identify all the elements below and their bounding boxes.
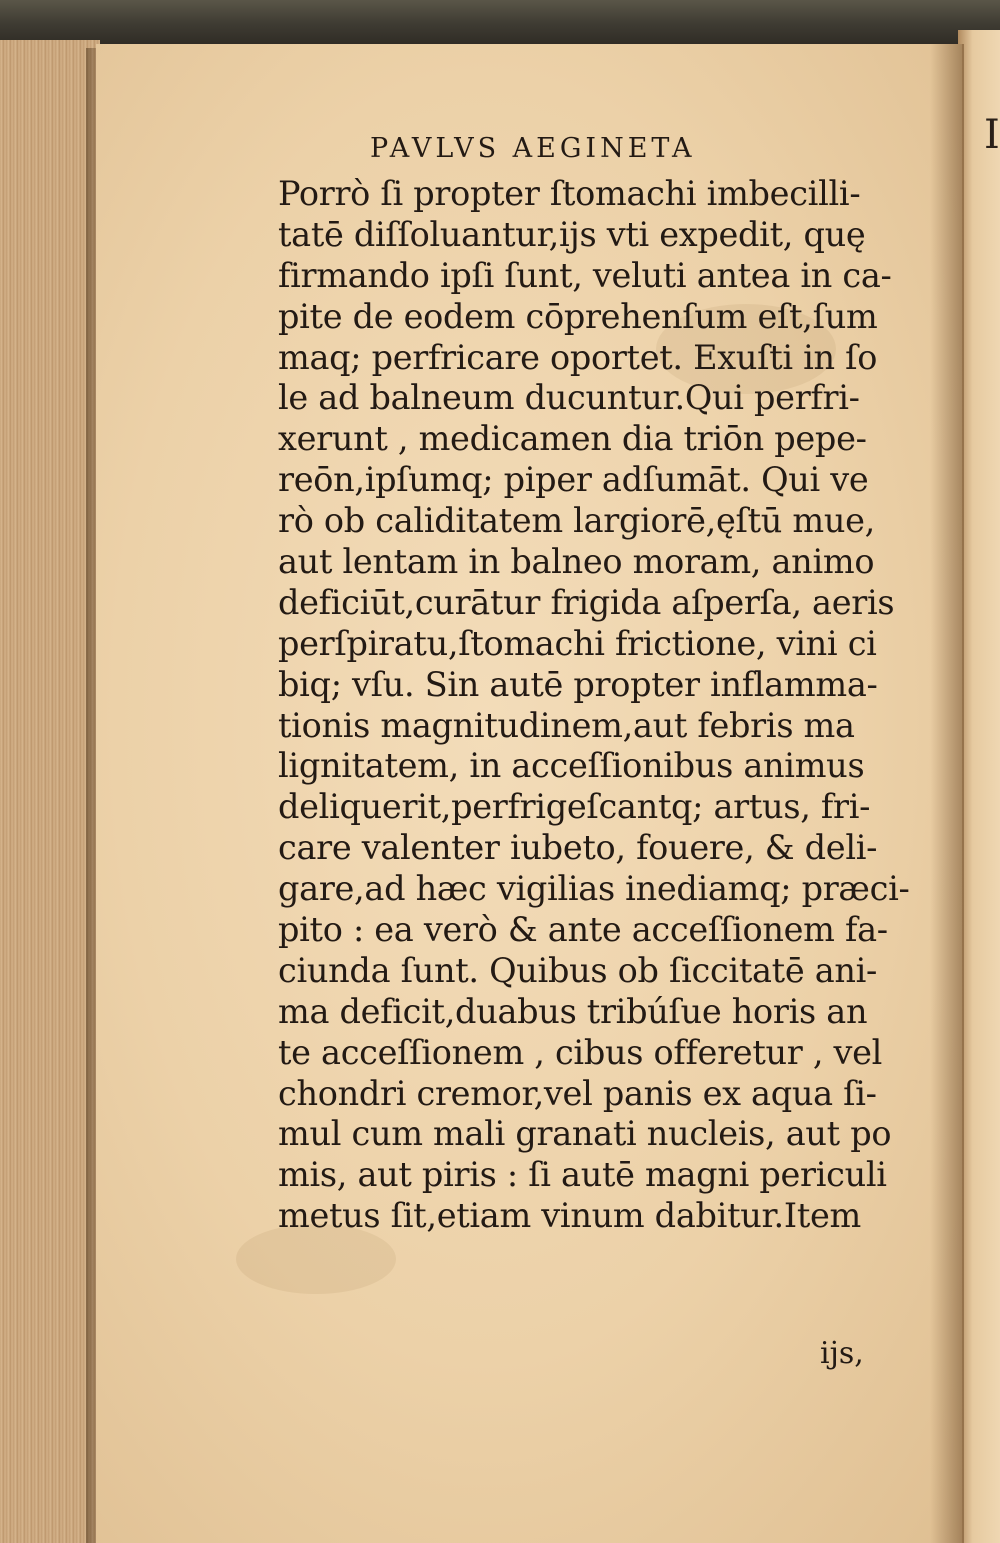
text-line: mis, aut piris : ſi autē magni periculi xyxy=(278,1155,887,1195)
facing-page-edge xyxy=(958,30,1000,1543)
text-line: perſpiratu,ſtomachi frictione, vini ci xyxy=(278,623,877,663)
text-line: te acceſſionem , cibus offeretur , vel xyxy=(278,1032,883,1072)
text-line: Porrò ſi propter ſtomachi imbecilli- xyxy=(278,174,861,213)
text-line: tatē diſſoluantur,ijs vti expedit, quę xyxy=(278,214,866,254)
body-text xyxy=(278,174,918,1237)
text-line: le ad balneum ducuntur.Qui perfri- xyxy=(278,378,860,418)
text-line: rò ob caliditatem largiorē,ęſtū mue, xyxy=(278,501,875,541)
text-line: biq; vſu. Sin autē propter inflamma- xyxy=(278,664,878,704)
text-line: deficiūt,curātur frigida aſperſa, aeris xyxy=(278,582,895,622)
text-line: aut lentam in balneo moram, animo xyxy=(278,542,875,582)
text-line: firmando ipſi ſunt, veluti antea in ca- xyxy=(278,255,892,295)
text-line: deliquerit,perfrigeſcantq; artus, fri- xyxy=(278,787,871,827)
text-block xyxy=(278,124,918,1237)
text-line: ma deficit,duabus tribúſue horis an xyxy=(278,991,868,1031)
text-line: lignitatem, in acceſſionibus animus xyxy=(278,746,865,786)
text-line: pite de eodem cōprehenſum eſt,ſum xyxy=(278,296,878,336)
text-line: mul cum mali granati nucleis, aut po xyxy=(278,1114,892,1154)
catchword: ijs, xyxy=(820,1336,864,1371)
gutter-shadow xyxy=(930,44,964,1543)
text-line: gare,ad hæc vigilias inediamq; præci- xyxy=(278,869,910,909)
text-line: care valenter iubeto, fouere, & deli- xyxy=(278,828,878,868)
running-head: PAVLVS AEGINETA xyxy=(370,133,696,164)
text-line: ciunda ſunt. Quibus ob ſiccitatē ani- xyxy=(278,950,878,990)
text-line: metus ſit,etiam vinum dabitur.Item xyxy=(278,1196,861,1236)
text-line: maq; perfricare oportet. Exuſti in ſo xyxy=(278,337,878,377)
text-line: pito : ea verò & ante acceſſionem fa- xyxy=(278,910,888,950)
text-line: chondri cremor,vel panis ex aqua ſi- xyxy=(278,1073,877,1113)
text-line: reōn,ipſumq; piper adſumāt. Qui ve xyxy=(278,460,869,500)
text-line: xerunt , medicamen dia triōn pepe- xyxy=(278,419,867,459)
text-line: tionis magnitudinem,aut febris ma xyxy=(278,705,855,745)
facing-page-glyph: I xyxy=(984,112,1000,158)
stacked-page-edges xyxy=(0,40,100,1543)
